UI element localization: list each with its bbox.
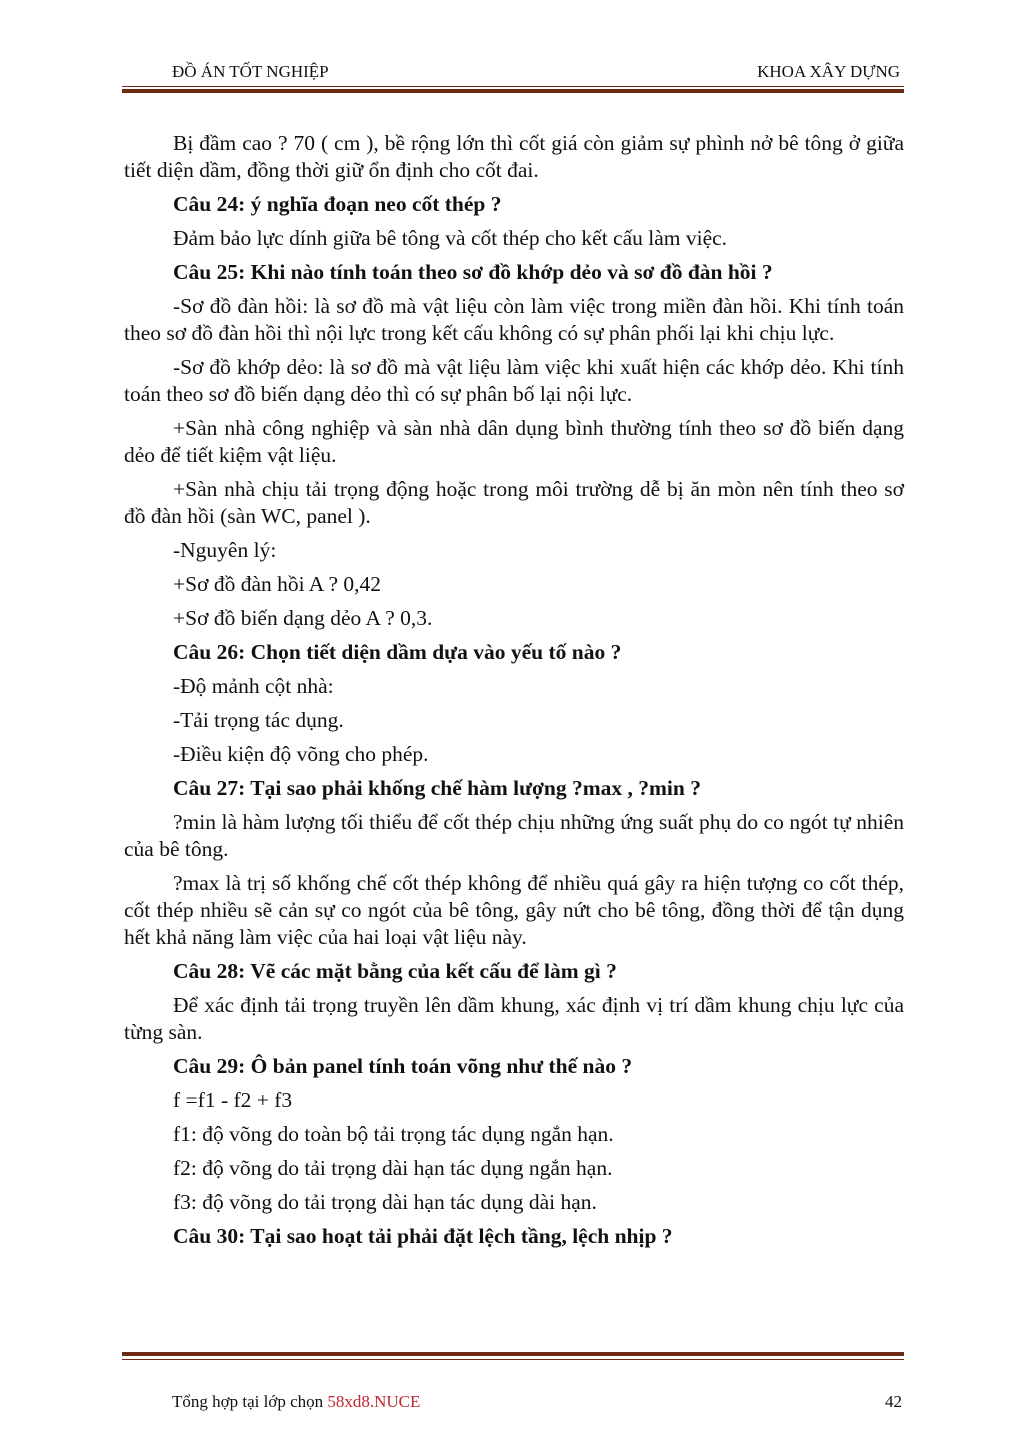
body-paragraph: Bị đầm cao ? 70 ( cm ), bề rộng lớn thì cốt giá còn giảm sự phình nở bê tông ở giữa tiết diện dầm, đồng thời giữ ổn định cho cốt đai.: [124, 131, 904, 182]
body-paragraph: -Sơ đồ khớp dẻo: là sơ đồ mà vật liệu làm việc khi xuất hiện các khớp dẻo. Khi tính toán theo sơ đồ biến dạng dẻo thì có sự phân bố lại nội lực.: [124, 355, 904, 406]
footer-rule-thick: [122, 1352, 904, 1356]
header-left-title: ĐỒ ÁN TỐT NGHIỆP: [172, 62, 329, 81]
body-paragraph: f =f1 - f2 + f3: [173, 1088, 293, 1112]
question-heading: Câu 26: Chọn tiết diện dầm dựa vào yếu tố nào ?: [173, 640, 622, 664]
footer-source-prefix: Tổng hợp tại lớp chọn: [172, 1392, 328, 1411]
footer-class-name: 58xd8.NUCE: [327, 1392, 421, 1411]
body-paragraph: -Độ mảnh cột nhà:: [173, 674, 334, 698]
question-heading: Câu 24: ý nghĩa đoạn neo cốt thép ?: [173, 192, 502, 216]
body-paragraph: f1: độ võng do toàn bộ tải trọng tác dụng ngắn hạn.: [173, 1122, 614, 1146]
question-heading: Câu 25: Khi nào tính toán theo sơ đồ khớp dẻo và sơ đồ đàn hồi ?: [173, 260, 773, 284]
header-rule-thick: [122, 89, 904, 93]
question-heading: Câu 30: Tại sao hoạt tải phải đặt lệch tầng, lệch nhịp ?: [173, 1224, 673, 1248]
body-paragraph: +Sàn nhà chịu tải trọng động hoặc trong môi trường dễ bị ăn mòn nên tính theo sơ đồ đàn hồi (sàn WC, panel ).: [124, 477, 904, 528]
body-paragraph: f2: độ võng do tải trọng dài hạn tác dụng ngắn hạn.: [173, 1156, 613, 1180]
question-heading: Câu 28: Vẽ các mặt bằng của kết cấu để làm gì ?: [173, 959, 617, 983]
body-paragraph: ?max là trị số khống chế cốt thép không để nhiều quá gây ra hiện tượng co cốt thép, cốt thép nhiều sẽ cản sự co ngót của bê tông, gây nứt cho bê tông, đồng thời để tận dụng hết khả năng làm việc của hai loại vật liệu này.: [124, 871, 904, 949]
body-paragraph: ?min là hàm lượng tối thiểu để cốt thép chịu những ứng suất phụ do co ngót tự nhiên của bê tông.: [124, 810, 904, 861]
body-paragraph: Để xác định tải trọng truyền lên dầm khung, xác định vị trí dầm khung chịu lực của từng sàn.: [124, 993, 904, 1044]
body-paragraph: +Sàn nhà công nghiệp và sàn nhà dân dụng bình thường tính theo sơ đồ biến dạng dẻo để tiết kiệm vật liệu.: [124, 416, 904, 467]
question-heading: Câu 29: Ô bản panel tính toán võng như thế nào ?: [173, 1054, 633, 1078]
header-rule-thin: [122, 86, 904, 87]
question-heading: Câu 27: Tại sao phải khống chế hàm lượng ?max , ?min ?: [173, 776, 701, 800]
body-paragraph: -Tải trọng tác dụng.: [173, 708, 344, 732]
body-paragraph: f3: độ võng do tải trọng dài hạn tác dụng dài hạn.: [173, 1190, 597, 1214]
footer-rule-thin: [122, 1359, 904, 1360]
body-paragraph: -Nguyên lý:: [173, 538, 277, 562]
header-right-title: KHOA XÂY DỰNG: [757, 62, 900, 81]
body-paragraph: -Điều kiện độ võng cho phép.: [173, 742, 429, 766]
footer-source: [172, 1392, 420, 1412]
body-paragraph: -Sơ đồ đàn hồi: là sơ đồ mà vật liệu còn làm việc trong miền đàn hồi. Khi tính toán theo sơ đồ đàn hồi thì nội lực trong kết cấu không có sự phân phối lại khi chịu lực.: [124, 294, 904, 345]
page-number: 42: [885, 1392, 902, 1411]
body-paragraph: +Sơ đồ đàn hồi A ? 0,42: [173, 572, 382, 596]
body-paragraph: +Sơ đồ biến dạng dẻo A ? 0,3.: [173, 606, 433, 630]
body-paragraph: Đảm bảo lực dính giữa bê tông và cốt thép cho kết cấu làm việc.: [173, 226, 728, 250]
page-header: [122, 58, 902, 84]
page-body: [124, 130, 904, 1257]
